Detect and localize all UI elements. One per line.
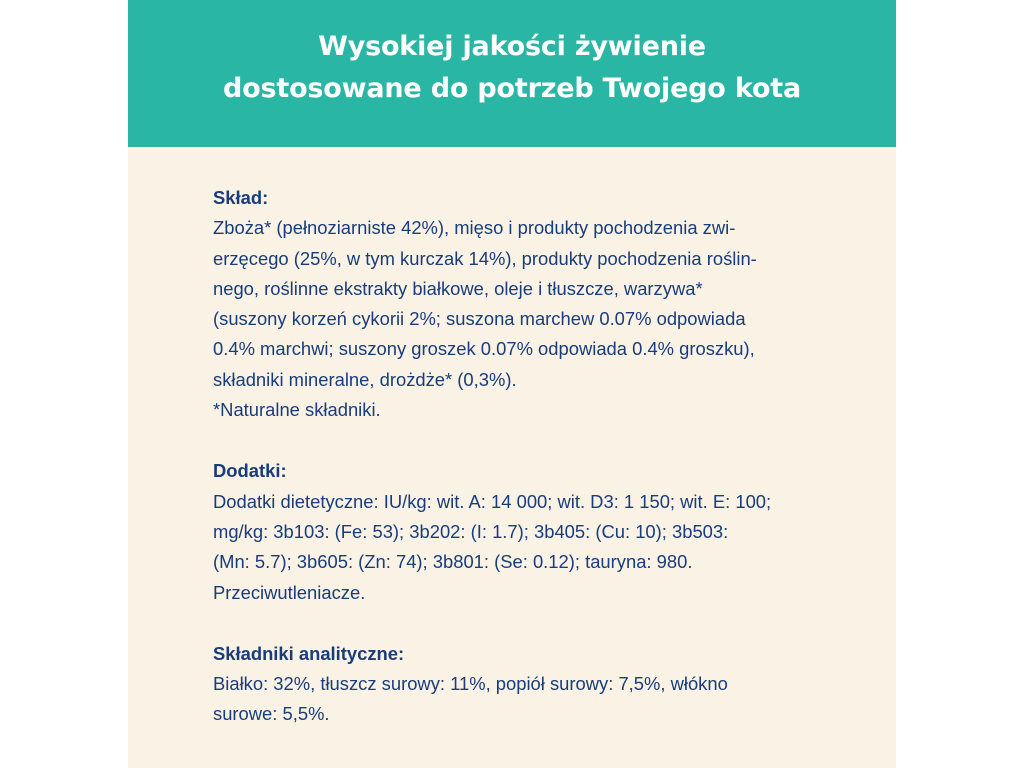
section-heading-additives: Dodatki: xyxy=(213,460,287,482)
product-info-card xyxy=(128,0,896,768)
section-body-additives: Dodatki dietetyczne: IU/kg: wit. A: 14 000; wit. D3: 1 150; wit. E: 100; mg/kg: 3b103: (Fe: 53); 3b202: (I: 1.7); 3b405: (Cu: 10); 3b503: (Mn: 5.7); 3b605: (Zn: 74); 3b801: (Se: 0.12); tauryna: 980. Przeciwutleniacze. xyxy=(213,490,772,603)
section-body-analytical: Białko: 32%, tłuszcz surowy: 11%, popiół surowy: 7,5%, włókno surowe: 5,5%. xyxy=(213,673,728,725)
header-banner xyxy=(128,0,896,147)
section-additives xyxy=(213,456,853,607)
section-composition xyxy=(213,183,853,425)
section-body-composition: Zboża* (pełnoziarniste 42%), mięso i produkty pochodzenia zwi- erzęcego (25%, w tym kurczak 14%), produkty pochodzenia roślin- nego, roślinne ekstrakty białkowe, oleje i tłuszcze, warzywa* (suszony korzeń cykorii 2%; suszona marchew 0.07% odpowiada 0.4% marchwi; suszony groszek 0.07% odpowiada 0.4% groszku), składniki mineralne, drożdże* (0,3%). *Naturalne składniki. xyxy=(213,217,757,421)
section-heading-composition: Skład: xyxy=(213,187,269,208)
content-area xyxy=(213,183,853,761)
section-heading-analytical: Składniki analityczne: xyxy=(213,642,405,664)
header-title: Wysokiej jakości żywienie dostosowane do potrzeb Twojego kota xyxy=(223,30,801,104)
section-analytical xyxy=(213,639,853,730)
